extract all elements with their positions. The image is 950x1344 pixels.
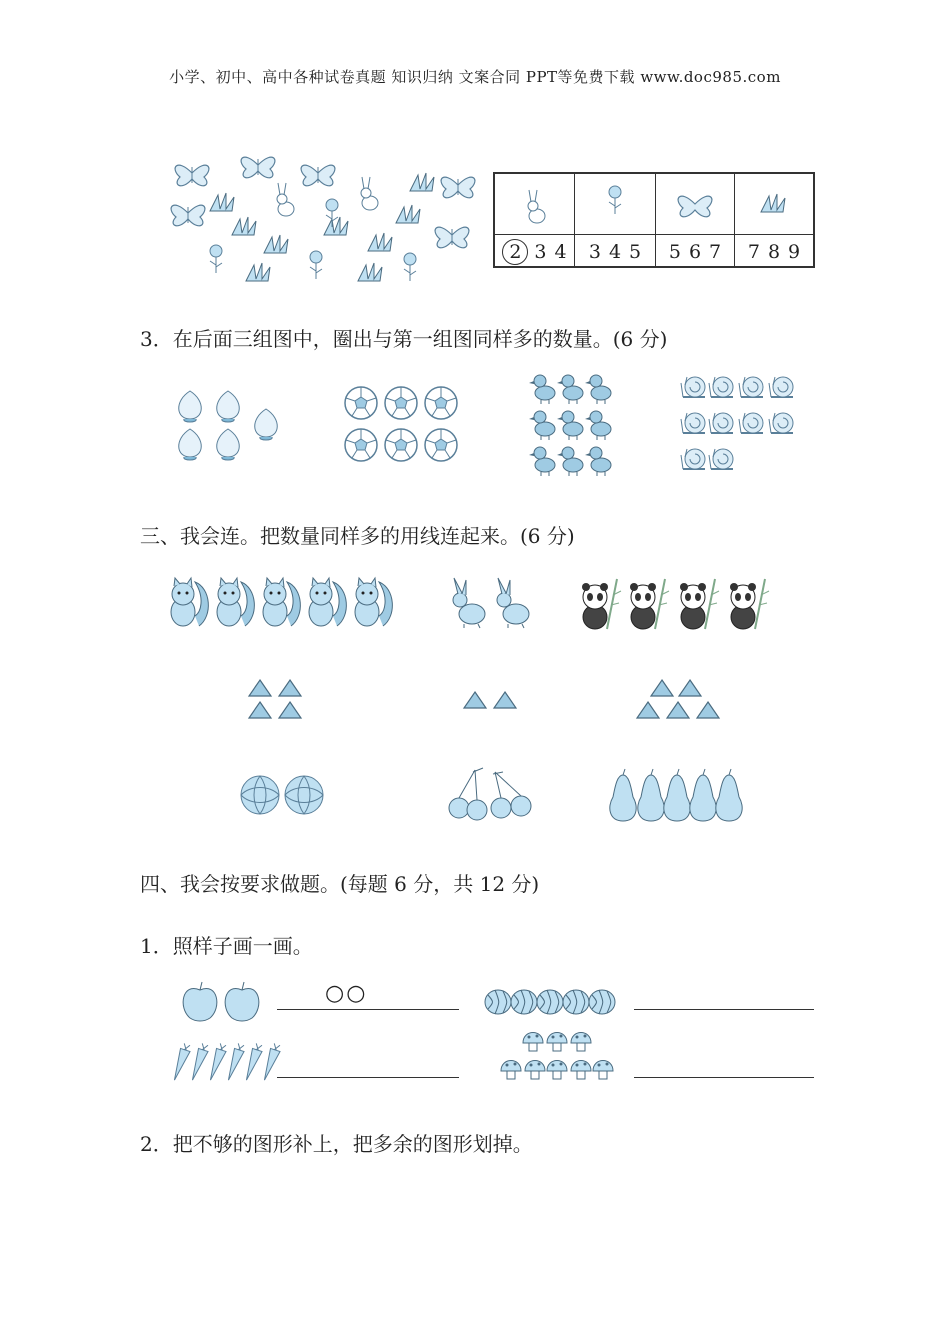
watermelon-icon (563, 990, 589, 1014)
grass-icon (264, 235, 288, 253)
rabbit-icon (361, 177, 378, 210)
s4-question-1-title: 1．照样子画一画。 (140, 934, 313, 958)
watermelons-group (482, 984, 627, 1020)
ball-icon (425, 429, 457, 461)
grass-icon (358, 263, 382, 281)
panda-icon (680, 579, 719, 629)
pear-icon (664, 769, 690, 821)
duck-icon (585, 447, 611, 476)
squirrel-icon (217, 578, 254, 626)
snail-icon (709, 413, 733, 433)
mushroom-icon (501, 1061, 521, 1080)
rabbit-icon (528, 190, 545, 223)
snail-icon (769, 413, 793, 433)
ball-icon (345, 429, 377, 461)
watermelon-icon (485, 990, 511, 1014)
answer-line-watermelons[interactable] (634, 1009, 814, 1010)
duck-icon (557, 447, 583, 476)
butterfly-icon (241, 157, 275, 178)
rose-icon (310, 251, 322, 279)
duck-icon (529, 411, 555, 440)
snail-icon (681, 449, 705, 469)
pears-group[interactable] (605, 765, 765, 827)
section-4-title: 四、我会按要求做题。(每题 6 分，共 12 分) (140, 872, 540, 896)
page-header: 小学、初中、高中各种试卷真题 知识归纳 文案合同 PPT等免费下载 www.doc985.com (169, 68, 781, 86)
mushroom-icon (547, 1061, 567, 1080)
butterfly-icon (441, 177, 475, 198)
snail-icon (739, 413, 763, 433)
snail-icon (709, 449, 733, 469)
panda-icon (630, 579, 669, 629)
butterfly-icon (435, 227, 469, 248)
grass-icon (396, 205, 420, 223)
butterfly-icon (301, 165, 335, 186)
panda-icon (730, 579, 769, 629)
grass-icon (761, 194, 785, 212)
pear-icon (716, 769, 742, 821)
answer-line-apples[interactable] (277, 1009, 459, 1010)
peach-icon (217, 391, 240, 422)
watermelon-icon (537, 990, 563, 1014)
snail-icon (769, 377, 793, 397)
ball-icon (285, 776, 323, 814)
grass-icon (210, 193, 234, 211)
apple-icon (183, 982, 217, 1021)
rose-icon (404, 253, 416, 281)
options-group-1[interactable]: 2 3 4 (495, 234, 575, 268)
duck-icon (557, 411, 583, 440)
ball-icon (385, 387, 417, 419)
q3-peaches[interactable] (170, 385, 295, 465)
ball-icon (345, 387, 377, 419)
carrot-icon (189, 1043, 208, 1082)
sample-circles: ○○ (325, 981, 368, 1006)
rabbit-icon (497, 578, 529, 628)
ball-icon (425, 387, 457, 419)
answer-line-mushrooms[interactable] (634, 1077, 814, 1078)
q3-balls[interactable] (343, 383, 463, 468)
snail-icon (709, 377, 733, 397)
watermelon-icon (589, 990, 615, 1014)
grass-icon (324, 217, 348, 235)
options-group-4[interactable]: 7 8 9 (735, 234, 813, 268)
rose-icon (609, 186, 621, 214)
mushroom-icon (525, 1061, 545, 1080)
peach-icon (255, 409, 278, 440)
squirrel-icon (263, 578, 300, 626)
snail-icon (681, 377, 705, 397)
grass-icon (368, 233, 392, 251)
peach-icon (179, 429, 202, 460)
answer-table (493, 172, 815, 268)
pear-icon (638, 769, 664, 821)
grass-icon (232, 217, 256, 235)
ball-icon (241, 776, 279, 814)
apples-group (180, 980, 265, 1022)
cherries-group[interactable] (445, 768, 535, 822)
balls-group[interactable] (238, 773, 330, 817)
rose-icon (210, 245, 222, 273)
mushrooms-group (497, 1027, 615, 1087)
answer-line-carrots[interactable] (277, 1077, 459, 1078)
q3-snails[interactable] (677, 373, 807, 478)
grass-icon (410, 173, 434, 191)
squirrel-icon (355, 578, 392, 626)
pear-icon (690, 769, 716, 821)
rose-icon (326, 199, 338, 227)
duck-icon (529, 375, 555, 404)
pandas-group[interactable] (577, 573, 777, 633)
ball-icon (385, 429, 417, 461)
rabbit-icon (277, 183, 294, 216)
triangles-5[interactable] (636, 678, 720, 722)
watermelon-icon (511, 990, 537, 1014)
panda-icon (582, 579, 621, 629)
butterfly-icon (678, 196, 712, 217)
butterfly-icon (175, 165, 209, 186)
q3-ducks[interactable] (523, 373, 618, 483)
carrot-icon (207, 1043, 226, 1082)
squirrels-group[interactable] (165, 572, 395, 632)
duck-icon (585, 411, 611, 440)
mushroom-icon (593, 1061, 613, 1080)
mushroom-icon (571, 1033, 591, 1052)
options-group-2[interactable]: 3 4 5 (575, 234, 656, 268)
peach-icon (217, 429, 240, 460)
snail-icon (739, 377, 763, 397)
options-group-3[interactable]: 5 6 7 (656, 234, 735, 268)
peach-icon (179, 391, 202, 422)
duck-icon (529, 447, 555, 476)
carrot-icon (225, 1043, 244, 1082)
section-3-title: 三、我会连。把数量同样多的用线连起来。(6 分) (140, 524, 575, 548)
carrot-icon (171, 1043, 190, 1082)
mushroom-icon (523, 1033, 543, 1052)
mushroom-icon (547, 1033, 567, 1052)
rabbits-group[interactable] (448, 574, 538, 632)
grass-icon (246, 263, 270, 281)
pear-icon (610, 769, 636, 821)
carrots-group (168, 1043, 280, 1083)
triangles-2[interactable] (463, 690, 518, 712)
question-3-title: 3．在后面三组图中，圈出与第一组图同样多的数量。(6 分) (140, 327, 668, 351)
counting-picture (160, 145, 490, 295)
butterfly-icon (171, 205, 205, 226)
squirrel-icon (171, 578, 208, 626)
triangles-4[interactable] (248, 678, 308, 722)
mushroom-icon (571, 1061, 591, 1080)
snail-icon (681, 413, 705, 433)
carrot-icon (243, 1043, 262, 1082)
s4-question-2-title: 2．把不够的图形补上，把多余的图形划掉。 (140, 1132, 533, 1156)
duck-icon (557, 375, 583, 404)
squirrel-icon (309, 578, 346, 626)
duck-icon (585, 375, 611, 404)
rabbit-icon (453, 578, 485, 628)
apple-icon (225, 982, 259, 1021)
